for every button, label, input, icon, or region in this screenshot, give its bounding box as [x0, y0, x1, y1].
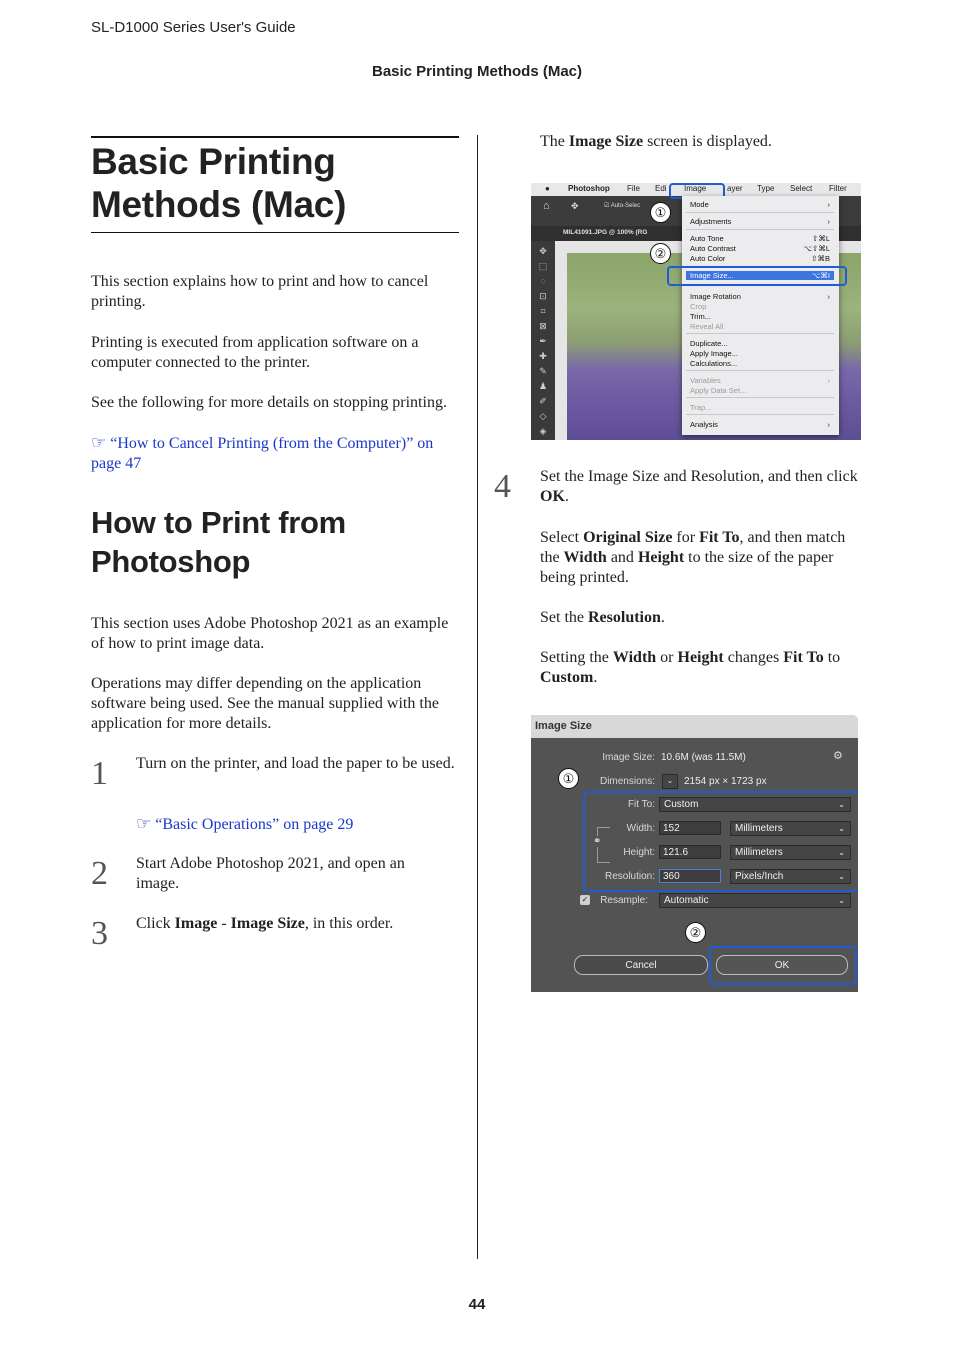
menubar-file[interactable]: File — [627, 184, 640, 193]
width-unit-dropdown[interactable]: Millimeters ⌄ — [730, 821, 851, 836]
menu-item-duplicate[interactable]: Duplicate... — [690, 339, 728, 348]
custom-note: Setting the Width or Height changes Fit To to Custom. — [540, 649, 841, 686]
marquee-tool-icon[interactable]: ⬚ — [538, 261, 548, 271]
basic-operations-link[interactable] — [136, 814, 456, 835]
menu-item-image-rotation[interactable]: Image Rotation › — [690, 292, 830, 301]
tools-panel — [531, 241, 555, 440]
marker-1: ① — [650, 202, 671, 223]
menu-separator — [686, 212, 834, 213]
step-4-end: . — [564, 488, 569, 505]
step-number-1: 1 — [91, 755, 108, 792]
move-tool-icon[interactable]: ✥ — [571, 201, 579, 211]
eyedropper-icon[interactable]: ✒ — [539, 336, 547, 346]
menu-item-auto-contrast[interactable]: Auto Contrast ⌥⇧⌘L — [690, 244, 830, 253]
menu-item-apply-image[interactable]: Apply Image... — [690, 349, 738, 358]
menu-item-crop: Crop — [690, 302, 707, 311]
dimensions-value: 2154 px × 1723 px — [684, 776, 767, 787]
resolution-label: Resolution: — [604, 871, 655, 882]
marker-2: ② — [685, 922, 706, 943]
menubar-image[interactable]: Image — [684, 184, 707, 193]
menu-item-reveal-all: Reveal All — [690, 322, 724, 331]
menu-separator — [686, 414, 834, 415]
shown-post: screen is displayed. — [643, 133, 772, 150]
menu-item-analysis[interactable]: Analysis › — [690, 420, 830, 429]
menu-item-auto-tone[interactable]: Auto Tone ⇧⌘L — [690, 234, 830, 243]
step-3-post: , in this order. — [304, 915, 394, 932]
menu-item-adjustments[interactable]: Adjustments › — [690, 217, 830, 226]
brush-icon[interactable]: ✎ — [539, 366, 547, 376]
crop-tool-icon[interactable]: ⌗ — [540, 306, 546, 316]
shown-pre: The — [540, 133, 569, 150]
image-size-displayed-text — [540, 132, 870, 152]
width-input[interactable]: 152 — [659, 821, 721, 835]
resample-label: Resample: — [600, 895, 648, 906]
step-2-text: Start Adobe Photoshop 2021, and open an image. — [136, 855, 405, 892]
move-tool-icon[interactable]: ✥ — [539, 246, 547, 256]
photoshop-menu-screenshot — [531, 183, 861, 440]
history-brush-icon[interactable]: ✐ — [539, 396, 547, 406]
step-3-mid: - — [217, 915, 231, 932]
menu-item-auto-color[interactable]: Auto Color ⇧⌘B — [690, 254, 830, 263]
image-size-value: 10.6M (was 11.5M) — [661, 752, 746, 763]
width-label: Width: — [626, 823, 655, 834]
menubar-edit[interactable]: Edi — [655, 184, 667, 193]
menu-item-variables: Variables › — [690, 376, 830, 385]
image-size-dialog-screenshot — [531, 715, 858, 992]
healing-icon[interactable]: ✚ — [539, 351, 547, 361]
menu-item-trap: Trap... — [690, 403, 712, 412]
photoshop-intro-paragraph: This section uses Adobe Photoshop 2021 as an example of how to print image data. — [91, 615, 449, 652]
fields-highlight — [583, 791, 858, 892]
apple-icon: ● — [545, 184, 550, 193]
height-label: Height: — [623, 847, 655, 858]
auto-select-checkbox[interactable]: ☑ Auto-Selec — [604, 203, 641, 209]
image-size-label: Image Size: — [602, 752, 655, 763]
menu-item-trim[interactable]: Trim... — [690, 312, 711, 321]
intro-paragraph-2: Printing is executed from application software on a computer connected to the printer. — [91, 334, 419, 371]
intro-paragraph: This section explains how to print and how to cancel printing. — [91, 273, 429, 310]
menubar-layer[interactable]: ayer — [727, 184, 743, 193]
menubar-filter[interactable]: Filter — [829, 184, 847, 193]
lasso-tool-icon[interactable]: ◌ — [540, 276, 546, 286]
step-3-pre: Click — [136, 915, 175, 932]
select-tool-icon[interactable]: ⊡ — [539, 291, 547, 301]
image-size-highlight — [667, 266, 847, 286]
document-title: SL-D1000 Series User's Guide — [91, 19, 296, 36]
page-title: Basic Printing Methods (Mac) — [91, 136, 459, 233]
resolution-instruction: Set the Resolution. — [540, 609, 665, 626]
hand-pointer-icon: ☞ — [91, 433, 107, 453]
menubar-select[interactable]: Select — [790, 184, 813, 193]
intro-paragraph-3: See the following for more details on stopping printing. — [91, 394, 447, 411]
step-number-2: 2 — [91, 855, 108, 892]
fit-to-label: Fit To: — [627, 799, 655, 810]
height-input[interactable]: 121.6 — [659, 845, 721, 859]
menu-separator — [686, 229, 834, 230]
menu-item-calculations[interactable]: Calculations... — [690, 359, 738, 368]
resample-dropdown[interactable]: Automatic ⌄ — [659, 893, 851, 908]
resample-checkbox[interactable]: ✓ — [581, 895, 589, 904]
cancel-printing-link-text[interactable]: “How to Cancel Printing (from the Computer)” on page 47 — [91, 435, 434, 472]
bucket-icon[interactable]: ◈ — [539, 426, 547, 436]
link-chain-icon[interactable]: ⚭ — [593, 836, 602, 847]
dialog-titlebar — [531, 715, 858, 738]
running-head: Basic Printing Methods (Mac) — [371, 63, 583, 80]
section-heading: How to Print from Photoshop — [91, 505, 346, 579]
dimensions-label: Dimensions: — [599, 776, 655, 787]
menu-separator — [686, 397, 834, 398]
stamp-icon[interactable]: ♟ — [538, 381, 548, 391]
menu-item-image-size[interactable]: Image Size... ⌥⌘I — [686, 271, 834, 280]
fit-to-instruction: Select Original Size for Fit To, and then match the Width and Height to the size of the paper being printed. — [540, 529, 846, 586]
step-4-line: Set the Image Size and Resolution, and then click — [540, 468, 858, 485]
step-4-text — [540, 467, 870, 507]
image-dropdown-menu — [682, 196, 839, 435]
height-unit-dropdown[interactable]: Millimeters ⌄ — [730, 845, 851, 860]
dimensions-dropdown[interactable]: ⌄ — [662, 774, 678, 789]
menu-item-mode[interactable]: Mode › — [690, 200, 830, 209]
dialog-title: Image Size — [535, 720, 592, 732]
photoshop-note-paragraph: Operations may differ depending on the application software being used. See the manual supplied with the application for more details. — [91, 675, 439, 732]
cancel-printing-link[interactable] — [91, 433, 463, 474]
eraser-icon[interactable]: ◇ — [539, 411, 547, 421]
frame-tool-icon[interactable]: ⊠ — [539, 321, 547, 331]
marker-1: ① — [558, 768, 579, 789]
page-number: 44 — [468, 1296, 486, 1313]
menubar-photoshop[interactable]: Photoshop — [568, 184, 610, 193]
shown-bold: Image Size — [568, 133, 644, 150]
hand-pointer-icon: ☞ — [136, 814, 152, 834]
step-number-3: 3 — [91, 915, 108, 952]
column-divider — [477, 135, 478, 1259]
menubar-type[interactable]: Type — [757, 184, 775, 193]
menu-item-apply-data-set: Apply Data Set... — [690, 386, 747, 395]
step-4-ok: OK — [540, 488, 565, 505]
menu-separator — [686, 333, 834, 334]
cancel-button[interactable]: Cancel — [574, 955, 708, 975]
resolution-input[interactable]: 360 — [659, 869, 721, 883]
step-3-text — [136, 914, 456, 934]
home-icon[interactable]: ⌂ — [543, 200, 550, 212]
step-number-4: 4 — [494, 468, 511, 505]
step-3-image-size: Image Size — [230, 915, 305, 932]
resolution-unit-dropdown[interactable]: Pixels/Inch ⌄ — [730, 869, 851, 884]
marker-2: ② — [650, 243, 671, 264]
ok-highlight — [709, 946, 857, 985]
step-1-text: Turn on the printer, and load the paper to be used. — [136, 755, 455, 772]
ok-button[interactable]: OK — [716, 955, 848, 975]
menu-separator — [686, 370, 834, 371]
step-3-image: Image — [174, 915, 218, 932]
fit-to-dropdown[interactable]: Custom ⌄ — [659, 797, 851, 812]
basic-operations-link-text[interactable]: “Basic Operations” on page 29 — [155, 816, 354, 833]
vertical-ruler — [555, 241, 567, 440]
document-tab-label: MIL41091.JPG @ 100% (RG — [563, 229, 648, 236]
gear-icon[interactable]: ⚙ — [833, 750, 843, 762]
